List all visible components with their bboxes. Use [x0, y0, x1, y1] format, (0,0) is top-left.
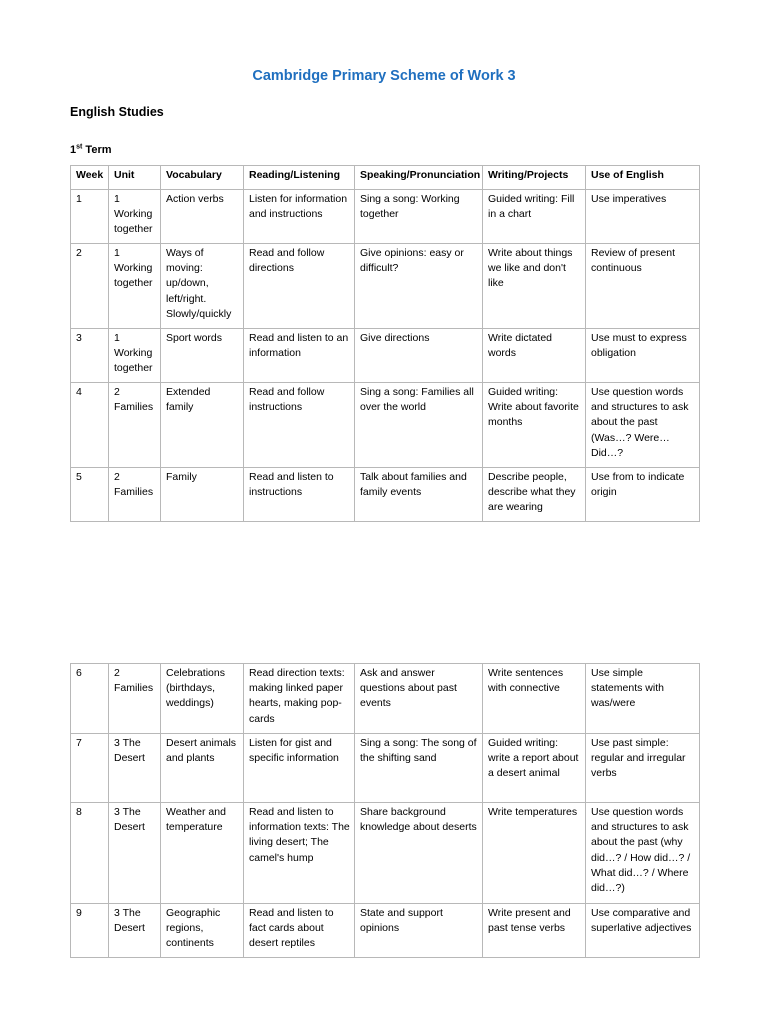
header-use-of-english: Use of English: [586, 166, 700, 190]
term-suffix: st: [76, 143, 83, 151]
reading-cell: Read and follow directions: [244, 244, 355, 329]
header-reading-listening: Reading/Listening: [244, 166, 355, 190]
writing-cell: Write about things we like and don't like: [483, 244, 586, 329]
speaking-cell: Sing a song: The song of the shifting sand: [355, 734, 483, 803]
table-row: [71, 468, 700, 522]
week-cell: 7: [71, 734, 109, 803]
header-speaking-pronunciation: Speaking/Pronunciation: [355, 166, 483, 190]
use-of-english-cell: Review of present continuous: [586, 244, 700, 329]
week-cell: 1: [71, 190, 109, 244]
reading-cell: Listen for information and instructions: [244, 190, 355, 244]
speaking-cell: Sing a song: Working together: [355, 190, 483, 244]
reading-cell: Read and listen to fact cards about desert reptiles: [244, 904, 355, 958]
vocabulary-cell: Desert animals and plants: [161, 734, 244, 803]
week-cell: 8: [71, 803, 109, 904]
speaking-cell: Give directions: [355, 329, 483, 383]
unit-cell: 3 The Desert: [109, 803, 161, 904]
table-row: [71, 904, 700, 958]
header-unit: Unit: [109, 166, 161, 190]
vocabulary-cell: Ways of moving: up/down, left/right. Slowly/quickly: [161, 244, 244, 329]
table-row: [71, 734, 700, 803]
writing-cell: Describe people, describe what they are wearing: [483, 468, 586, 522]
vocabulary-cell: Family: [161, 468, 244, 522]
table-row: [71, 190, 700, 244]
reading-cell: Read and listen to instructions: [244, 468, 355, 522]
table-row: [71, 244, 700, 329]
writing-cell: Guided writing: Write about favorite months: [483, 383, 586, 468]
unit-cell: 1 Working together: [109, 190, 161, 244]
week-cell: 2: [71, 244, 109, 329]
speaking-cell: Sing a song: Families all over the world: [355, 383, 483, 468]
writing-cell: Guided writing: Fill in a chart: [483, 190, 586, 244]
speaking-cell: Talk about families and family events: [355, 468, 483, 522]
week-cell: 6: [71, 664, 109, 734]
unit-cell: 1 Working together: [109, 329, 161, 383]
use-of-english-cell: Use question words and structures to ask about the past (why did…? / How did…? / What did…? / Where did…?): [586, 803, 700, 904]
unit-cell: 1 Working together: [109, 244, 161, 329]
writing-cell: Write sentences with connective: [483, 664, 586, 734]
header-writing-projects: Writing/Projects: [483, 166, 586, 190]
speaking-cell: Share background knowledge about deserts: [355, 803, 483, 904]
header-vocabulary: Vocabulary: [161, 166, 244, 190]
speaking-cell: Give opinions: easy or difficult?: [355, 244, 483, 329]
term-label: Term: [85, 144, 112, 156]
speaking-cell: State and support opinions: [355, 904, 483, 958]
table-row: [71, 803, 700, 904]
writing-cell: Guided writing: write a report about a desert animal: [483, 734, 586, 803]
reading-cell: Read and listen to information texts: The living desert; The camel's hump: [244, 803, 355, 904]
vocabulary-cell: Weather and temperature: [161, 803, 244, 904]
week-cell: 9: [71, 904, 109, 958]
vocabulary-cell: Action verbs: [161, 190, 244, 244]
term-heading: [70, 144, 112, 156]
reading-cell: Read and follow instructions: [244, 383, 355, 468]
unit-cell: 2 Families: [109, 664, 161, 734]
unit-cell: 2 Families: [109, 383, 161, 468]
term-number: 1: [70, 144, 77, 156]
reading-cell: Read and listen to an information: [244, 329, 355, 383]
use-of-english-cell: Use past simple: regular and irregular verbs: [586, 734, 700, 803]
unit-cell: 3 The Desert: [109, 734, 161, 803]
table-row: [71, 329, 700, 383]
unit-cell: 2 Families: [109, 468, 161, 522]
use-of-english-cell: Use question words and structures to ask about the past (Was…? Were… Did…?: [586, 383, 700, 468]
reading-cell: Read direction texts: making linked paper hearts, making pop-cards: [244, 664, 355, 734]
writing-cell: Write temperatures: [483, 803, 586, 904]
scheme-table-part-2: [70, 663, 700, 958]
reading-cell: Listen for gist and specific information: [244, 734, 355, 803]
use-of-english-cell: Use imperatives: [586, 190, 700, 244]
scheme-table-part-1: [70, 165, 700, 522]
header-week: Week: [71, 166, 109, 190]
subject-heading: English Studies: [70, 105, 164, 119]
table-row: [71, 383, 700, 468]
writing-cell: Write dictated words: [483, 329, 586, 383]
week-cell: 4: [71, 383, 109, 468]
use-of-english-cell: Use simple statements with was/were: [586, 664, 700, 734]
writing-cell: Write present and past tense verbs: [483, 904, 586, 958]
speaking-cell: Ask and answer questions about past events: [355, 664, 483, 734]
table-header-row: [71, 166, 700, 190]
vocabulary-cell: Geographic regions, continents: [161, 904, 244, 958]
week-cell: 5: [71, 468, 109, 522]
document-title: Cambridge Primary Scheme of Work 3: [252, 68, 516, 84]
vocabulary-cell: Sport words: [161, 329, 244, 383]
table-row: [71, 664, 700, 734]
use-of-english-cell: Use comparative and superlative adjectives: [586, 904, 700, 958]
week-cell: 3: [71, 329, 109, 383]
use-of-english-cell: Use from to indicate origin: [586, 468, 700, 522]
vocabulary-cell: Celebrations (birthdays, weddings): [161, 664, 244, 734]
vocabulary-cell: Extended family: [161, 383, 244, 468]
use-of-english-cell: Use must to express obligation: [586, 329, 700, 383]
unit-cell: 3 The Desert: [109, 904, 161, 958]
